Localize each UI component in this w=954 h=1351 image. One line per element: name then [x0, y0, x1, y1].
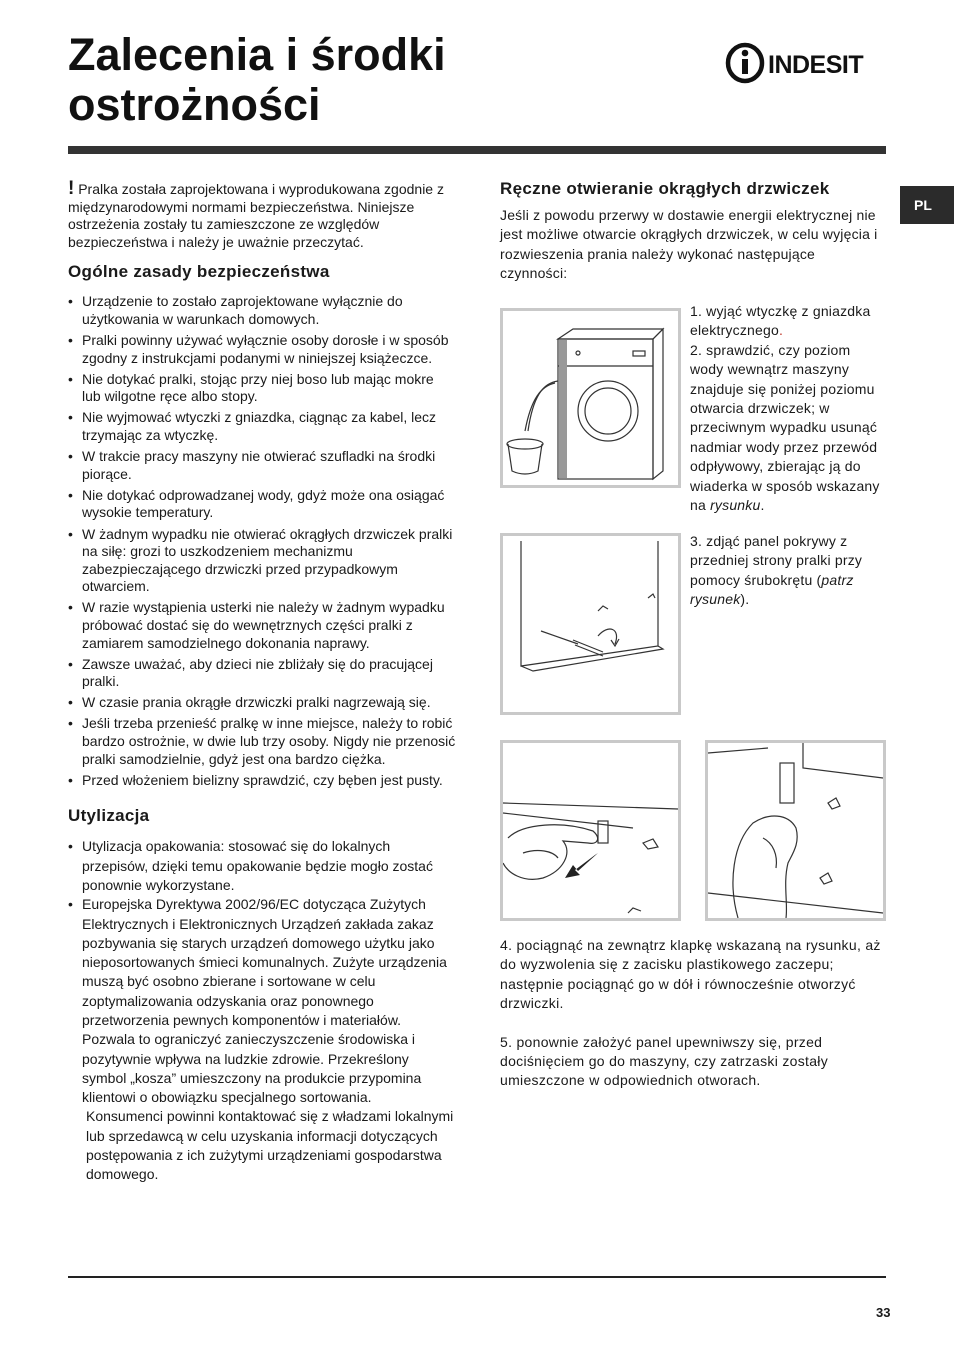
list-item: • Utylizacja opakowania: stosować się do lokalnych przepisów, dzięki temu opakowanie będzie mogło zostać ponownie wykorzystane.: [68, 837, 456, 895]
drain-water-illustration: [500, 308, 681, 488]
list-item: • Zawsze uważać, aby dzieci nie zbliżały się do pracującej pralki.: [68, 656, 456, 691]
list-item: • Pralki powinny używać wyłącznie osoby dorosłe i w sposób zgodny z instrukcjami podanymi w niniejszej książeczce.: [68, 332, 456, 367]
logo-i-stem: [742, 59, 748, 74]
list-item: • Nie wyjmować wtyczki z gniazdka, ciągnąc za kabel, lecz trzymając za wtyczkę.: [68, 409, 456, 444]
disposal-list: [68, 837, 456, 1107]
list-item: • Przed włożeniem bielizny sprawdzić, czy bęben jest pusty.: [68, 772, 456, 790]
list-item: • W czasie prania okrągłe drzwiczki pralki nagrzewają się.: [68, 694, 456, 712]
logo-wordmark: INDESIT: [768, 51, 864, 79]
disposal-heading: Utylizacja: [68, 806, 150, 826]
step-2: [690, 341, 886, 516]
step-2-text: 2. sprawdzić, czy poziom wody wewnątrz maszyny znajduje się poniżej poziomu otwarcia drzwiczek; w przeciwnym wypadku usunąć nadmiar wody przez przewód odpływowy, zbierając ją do wiaderka w sposób wskazany na: [690, 341, 880, 514]
page-title: [68, 30, 446, 130]
step-3-text: 3. zdjąć panel pokrywy z przedniej strony pralki przy pomocy śrubokrętu (: [690, 533, 863, 588]
step-3-paragraph: [690, 532, 884, 610]
left-column: [68, 180, 456, 1185]
steps-4-5: [500, 936, 884, 1110]
step-1: [690, 302, 886, 341]
list-item: • W żadnym wypadku nie otwierać okrągłych drzwiczek pralki na siłę: grozi to uszkodzeniem mechanizmu zabezpieczającego drzwiczki przed przypadkowym otwarciem.: [68, 526, 456, 596]
general-safety-list: [68, 293, 456, 789]
step-4: 4. pociągnąć na zewnątrz klapkę wskazaną na rysunku, aż do wyzwolenia się z zacisku plastikowego zaczepu; następnie pociągnąć go w dół i równocześnie otworzyć drzwiczki.: [500, 937, 881, 1012]
disposal-continuation: Konsumenci powinni kontaktować się z władzami lokalnymi lub sprzedawcą w celu uzyskania informacji dotyczących postępowania z ich zużytymi urządzeniami gospodarstwa domowego.: [86, 1108, 454, 1183]
list-item: • Jeśli trzeba przenieść pralkę w inne miejsce, należy to robić bardzo ostrożnie, w dwie lub trzy osoby. Nigdy nie przenosić pralki samodzielnie, gdyż jest ona bardzo ciężka.: [68, 715, 456, 768]
footer-rule: [68, 1276, 886, 1278]
step-3-italic: patrz rysunek: [690, 571, 854, 608]
language-tab: PL: [900, 186, 954, 224]
remove-panel-illustration: [500, 533, 681, 715]
step-5: 5. ponownie założyć panel upewniwszy się, przed dociśnięciem go do maszyny, czy zatrzaski zostały umieszczone w odpowiednich otworach.: [500, 1033, 828, 1089]
list-item: • Nie dotykać odprowadzanej wody, gdyż może ona osiągać wysokie temperatury.: [68, 487, 456, 522]
step-1-text: 1. wyjąć wtyczkę z gniazdka elektrycznego: [690, 303, 871, 339]
step-1-dot: .: [778, 322, 784, 339]
general-safety-heading: Ogólne zasady bezpieczeństwa: [68, 262, 330, 282]
step-2-end: .: [760, 497, 765, 514]
steps-1-2: [690, 302, 886, 515]
intro-text: Pralka została zaprojektowana i wyprodukowana zgodnie z międzynarodowymi normami bezpieczeństwa. Niniejsze ostrzeżenia zostały tu zamieszczone ze względów bezpieczeństwa i należy je uważnie przeczytać.: [68, 181, 444, 250]
title-line-1: Zalecenia i środki: [68, 29, 446, 80]
step-3-end: ).: [740, 591, 750, 608]
logo-i-dot: [742, 50, 749, 57]
list-item: • W razie wystąpienia usterki nie należy w żadnym wypadku próbować dostać się do wewnętrznych części pralki z zamiarem samodzielnego dokonania naprawy.: [68, 599, 456, 652]
manual-door-opening-heading: Ręczne otwieranie okrągłych drzwiczek: [500, 179, 830, 198]
list-item: • W trakcie pracy maszyny nie otwierać szufladki na środki piorące.: [68, 448, 456, 483]
header-rule: [68, 146, 886, 154]
manual-door-intro: Jeśli z powodu przerwy w dostawie energii elektrycznej nie jest możliwe otwarcie okrągłych drzwiczek, w celu wyjęcia i rozwieszenia prania należy wykonać następujące czynności:: [500, 207, 878, 282]
pull-down-illustration: [705, 740, 886, 921]
title-line-2: ostrożności: [68, 79, 321, 130]
pull-tab-illustration: [500, 740, 681, 921]
list-item: • Urządzenie to zostało zaprojektowane wyłącznie do użytkowania w warunkach domowych.: [68, 293, 456, 328]
step-2-italic: rysunku: [710, 497, 761, 514]
list-item: • Nie dotykać pralki, stojąc przy niej boso lub mając mokre lub wilgotne ręce albo stopy.: [68, 371, 456, 406]
step-3: [690, 532, 884, 610]
indesit-logo: [724, 42, 890, 84]
intro-warning: [68, 180, 456, 251]
page-number: 33: [876, 1305, 891, 1320]
warning-mark: !: [68, 178, 75, 199]
right-column: [500, 178, 884, 284]
list-item: • Europejska Dyrektywa 2002/96/EC dotycząca Zużytych Elektrycznych i Elektronicznych Urządzeń zakłada zakaz pozbywania się starych urządzeń domowego użytku jako nieposortowanych śmieci komunalnych. Zużyte urządzenia muszą być osobno zbierane i sortowane w celu zoptymalizowania odzyskania oraz ponownego przetworzenia pewnych komponentów i materiałów. Pozwala to ograniczyć zanieczyszczenie środowiska i pozytywnie wpływa na ludzkie zdrowie. Przekreślony symbol „kosza” umieszczony na produkcie przypomina klientowi o obowiązku specjalnego sortowania.: [68, 895, 456, 1107]
